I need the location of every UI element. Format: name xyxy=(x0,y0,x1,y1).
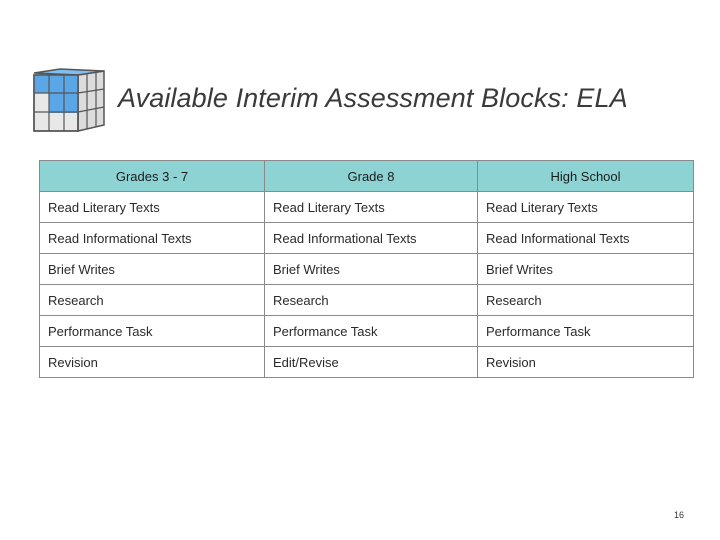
table-cell: Read Literary Texts xyxy=(265,192,478,223)
table-cell: Performance Task xyxy=(478,316,694,347)
assessment-blocks-table xyxy=(39,160,694,378)
table-row xyxy=(40,254,694,285)
table-cell: Research xyxy=(478,285,694,316)
table-cell: Read Informational Texts xyxy=(265,223,478,254)
table-cell: Read Literary Texts xyxy=(40,192,265,223)
table-cell: Read Literary Texts xyxy=(478,192,694,223)
table-row xyxy=(40,347,694,378)
table-cell: Edit/Revise xyxy=(265,347,478,378)
page-number: 16 xyxy=(674,510,685,520)
table-cell: Brief Writes xyxy=(40,254,265,285)
table-cell: Revision xyxy=(478,347,694,378)
table-cell: Brief Writes xyxy=(478,254,694,285)
table-row xyxy=(40,223,694,254)
table-cell: Performance Task xyxy=(40,316,265,347)
table-cell: Research xyxy=(40,285,265,316)
table-row xyxy=(40,285,694,316)
table-row xyxy=(40,316,694,347)
table-cell: Revision xyxy=(40,347,265,378)
table-header-row xyxy=(40,161,694,192)
table-cell: Read Informational Texts xyxy=(40,223,265,254)
table-cell: Research xyxy=(265,285,478,316)
column-header: High School xyxy=(478,161,694,192)
table-row xyxy=(40,192,694,223)
table-cell: Brief Writes xyxy=(265,254,478,285)
column-header: Grade 8 xyxy=(265,161,478,192)
table-cell: Performance Task xyxy=(265,316,478,347)
rubiks-cube-icon xyxy=(30,67,106,135)
slide-title: Available Interim Assessment Blocks: ELA xyxy=(118,83,628,113)
table-cell: Read Informational Texts xyxy=(478,223,694,254)
column-header: Grades 3 - 7 xyxy=(40,161,265,192)
